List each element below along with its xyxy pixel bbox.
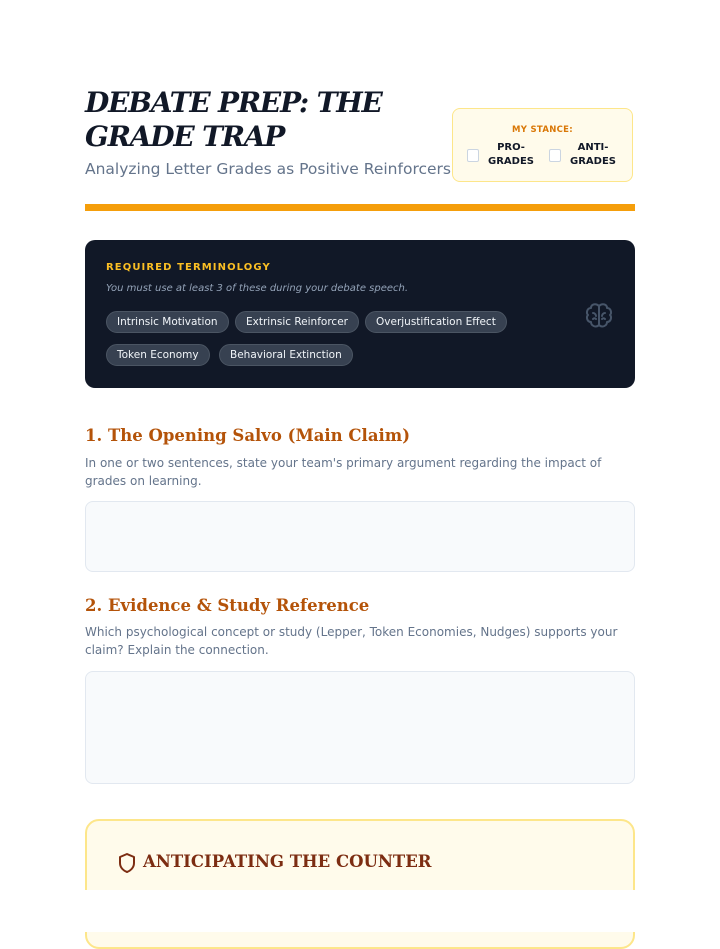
terminology-card <box>85 240 635 388</box>
page-subtitle: Analyzing Letter Grades as Positive Reinforcers <box>85 160 451 178</box>
header-divider <box>85 204 635 211</box>
counter-title: ANTICIPATING THE COUNTER <box>143 852 432 871</box>
term-pill: Behavioral Extinction <box>219 344 353 366</box>
page-bottom-margin <box>0 890 720 932</box>
stance-option-anti[interactable] <box>549 141 616 169</box>
worksheet-page <box>85 0 635 932</box>
shield-icon <box>117 852 137 874</box>
section-title: 1. The Opening Salvo (Main Claim) <box>85 426 411 445</box>
term-pill: Token Economy <box>106 344 210 366</box>
section-title: 2. Evidence & Study Reference <box>85 596 370 615</box>
term-pill: Extrinsic Reinforcer <box>235 311 359 333</box>
page-title: DEBATE PREP: THE GRADE TRAP <box>85 86 382 153</box>
evidence-answer-field[interactable] <box>85 671 635 784</box>
term-pill: Intrinsic Motivation <box>106 311 229 333</box>
pro-grades-label: PRO- GRADES <box>488 142 534 167</box>
stance-option-pro[interactable] <box>467 141 534 169</box>
anti-grades-checkbox[interactable] <box>549 149 561 162</box>
pro-grades-checkbox[interactable] <box>467 149 479 162</box>
stance-box <box>452 108 633 182</box>
stance-label: MY STANCE: <box>512 125 573 135</box>
anti-grades-label: ANTI- GRADES <box>570 142 616 167</box>
term-pill: Overjustification Effect <box>365 311 507 333</box>
section-description: In one or two sentences, state your team's primary argument regarding the impact of grades on learning. <box>85 456 602 488</box>
terminology-note: You must use at least 3 of these during your debate speech. <box>106 283 409 294</box>
brain-icon <box>583 300 615 332</box>
terminology-heading: REQUIRED TERMINOLOGY <box>106 262 271 273</box>
section-description: Which psychological concept or study (Lepper, Token Economies, Nudges) supports your claim? Explain the connection. <box>85 625 618 657</box>
main-claim-answer-field[interactable] <box>85 501 635 572</box>
